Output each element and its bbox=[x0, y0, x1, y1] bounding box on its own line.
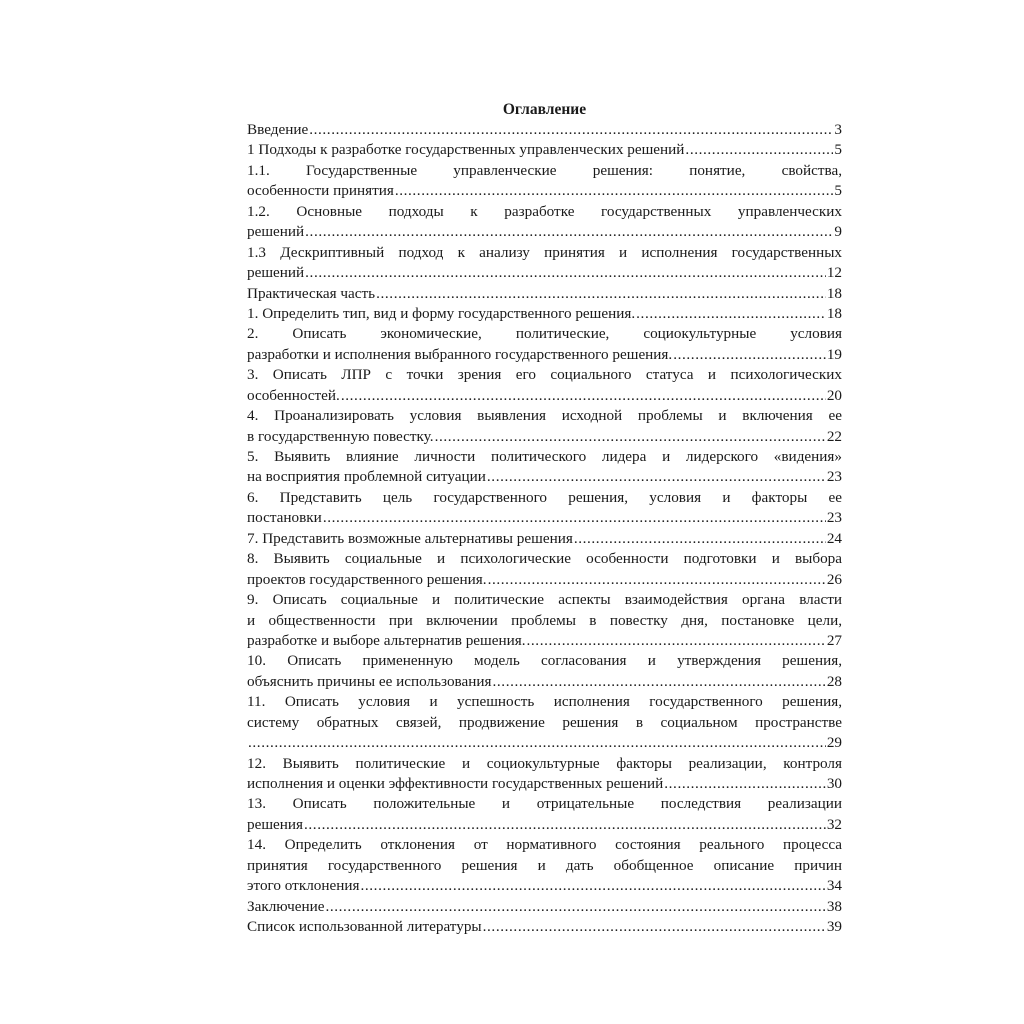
toc-entry-text: особенностей. bbox=[247, 386, 340, 404]
toc-entry-text: разработки и исполнения выбранного государственного решения. bbox=[247, 345, 673, 363]
toc-entry-last-line bbox=[247, 222, 842, 242]
toc-entry-text: проектов государственного решения. bbox=[247, 570, 487, 588]
toc-page-number: 18 bbox=[826, 284, 842, 302]
toc-entry-text: Заключение bbox=[247, 897, 325, 915]
dot-leader bbox=[325, 897, 825, 917]
toc-entry-last-line bbox=[247, 284, 842, 304]
toc-entry-line: 5. Выявить влияние личности политического лидера и лидерского «видения» bbox=[247, 448, 842, 465]
toc-entry-last-line bbox=[247, 140, 842, 160]
toc-entry-text: Список использованной литературы bbox=[247, 918, 482, 936]
toc-entry-last-line bbox=[247, 345, 842, 365]
toc-page-number: 5 bbox=[834, 182, 842, 200]
dot-leader bbox=[323, 508, 826, 528]
toc-entry-line: и общественности при включении проблемы в повестку дня, постановке цели, bbox=[247, 611, 842, 629]
toc-entry-last-line bbox=[247, 120, 842, 140]
toc-page-number: 19 bbox=[826, 345, 842, 363]
dot-leader bbox=[304, 815, 826, 835]
toc-entry[interactable] bbox=[247, 365, 842, 406]
toc-entry[interactable] bbox=[247, 651, 842, 692]
toc-entry-line: 1.2. Основные подходы к разработке государственных управленческих bbox=[247, 202, 842, 220]
toc-entry-text: решений bbox=[247, 264, 305, 282]
toc-entry-last-line bbox=[247, 631, 842, 651]
toc-entry-text: в государственную повестку. bbox=[247, 427, 434, 445]
toc-entry[interactable] bbox=[247, 140, 842, 160]
toc-entry-text: на восприятия проблемной ситуации bbox=[247, 468, 486, 486]
dot-leader bbox=[248, 733, 826, 753]
toc-entry-last-line bbox=[247, 897, 842, 917]
dot-leader bbox=[488, 570, 826, 590]
toc-entry-text: Практическая часть bbox=[247, 284, 376, 302]
toc-entry[interactable] bbox=[247, 917, 842, 937]
toc-entry-last-line bbox=[247, 304, 842, 324]
toc-entry-text: 7. Представить возможные альтернативы решения bbox=[247, 529, 573, 547]
dot-leader bbox=[664, 774, 826, 794]
dot-leader bbox=[341, 386, 826, 406]
toc-entry-last-line bbox=[247, 672, 842, 692]
toc-entry-text: исполнения и оценки эффективности государственных решений bbox=[247, 775, 664, 792]
toc-entry[interactable] bbox=[247, 243, 842, 284]
toc-entry-last-line bbox=[247, 467, 842, 487]
toc-entry-last-line bbox=[247, 181, 842, 201]
toc-page-number: 23 bbox=[826, 509, 842, 527]
toc-entry-text: постановки bbox=[247, 509, 322, 527]
toc-entry-text: разработке и выборе альтернатив решения. bbox=[247, 631, 526, 649]
toc-entry-line: 1.3 Дескриптивный подход к анализу принятия и исполнения государственных bbox=[247, 243, 842, 261]
dot-leader bbox=[305, 222, 833, 242]
dot-leader bbox=[360, 876, 825, 896]
toc-entry-last-line bbox=[247, 733, 842, 753]
toc-entry-last-line bbox=[247, 263, 842, 283]
toc-entry-line: 14. Определить отклонения от нормативного состояния реального процесса bbox=[247, 836, 842, 854]
toc-page-number: 34 bbox=[826, 877, 842, 895]
toc-page-number: 5 bbox=[834, 141, 842, 159]
toc-entry-last-line bbox=[247, 815, 842, 835]
toc-entry-line: принятия государственного решения и дать обобщенное описание причин bbox=[247, 856, 842, 874]
dot-leader bbox=[493, 672, 826, 692]
dot-leader bbox=[309, 120, 833, 140]
toc-entry[interactable] bbox=[247, 590, 842, 651]
dot-leader bbox=[527, 631, 826, 651]
toc-entry-line: 12. Выявить политические и социокультурные факторы реализации, контроля bbox=[247, 754, 842, 772]
toc-entry[interactable] bbox=[247, 794, 842, 835]
toc-entry-line: 11. Описать условия и успешность исполнения государственного решения, bbox=[247, 693, 842, 711]
toc-entry[interactable] bbox=[247, 161, 842, 202]
toc-page-number: 3 bbox=[834, 121, 842, 138]
toc-entry-text: объяснить причины ее использования bbox=[247, 672, 492, 690]
toc-page-number: 24 bbox=[826, 529, 842, 547]
toc-page-number: 23 bbox=[826, 468, 842, 486]
toc-entry-text: этого отклонения bbox=[247, 877, 360, 895]
dot-leader bbox=[685, 140, 833, 160]
toc-entry[interactable] bbox=[247, 835, 842, 896]
toc-page-number: 9 bbox=[834, 223, 842, 241]
toc-page-number: 12 bbox=[826, 264, 842, 282]
dot-leader bbox=[305, 263, 826, 283]
toc-page-number: 26 bbox=[826, 570, 842, 588]
dot-leader bbox=[487, 467, 826, 487]
toc-entry-line: 1.1. Государственные управленческие решения: понятие, свойства, bbox=[247, 161, 842, 179]
toc-entry-text: особенности принятия bbox=[247, 182, 394, 200]
toc-entry-last-line bbox=[247, 508, 842, 528]
toc-entry[interactable] bbox=[247, 120, 842, 140]
toc-title: Оглавление bbox=[502, 101, 587, 118]
toc-page-number: 32 bbox=[826, 815, 842, 833]
toc-entry-text: решения bbox=[247, 815, 304, 833]
toc-page-number: 20 bbox=[826, 386, 842, 404]
toc-entry-last-line bbox=[247, 570, 842, 590]
toc-entry-last-line bbox=[247, 917, 842, 937]
toc-entry[interactable] bbox=[247, 529, 842, 549]
document-page bbox=[247, 99, 842, 938]
dot-leader bbox=[395, 181, 834, 201]
toc-entry-line: 13. Описать положительные и отрицательные последствия реализации bbox=[247, 795, 842, 813]
toc-page-number: 30 bbox=[826, 775, 842, 792]
toc-entry[interactable] bbox=[247, 692, 842, 753]
table-of-contents bbox=[247, 120, 842, 938]
toc-entry-text: 1 Подходы к разработке государственных управленческих решений bbox=[247, 141, 685, 159]
toc-page-number: 27 bbox=[826, 631, 842, 649]
toc-entry[interactable] bbox=[247, 304, 842, 324]
toc-entry-last-line bbox=[247, 876, 842, 896]
dot-leader bbox=[435, 427, 826, 447]
toc-entry-line: 3. Описать ЛПР с точки зрения его социального статуса и психологических bbox=[247, 366, 842, 384]
toc-page-number: 38 bbox=[826, 897, 842, 915]
toc-entry-text: Введение bbox=[247, 121, 309, 138]
toc-page-number: 18 bbox=[826, 304, 842, 322]
toc-entry[interactable] bbox=[247, 447, 842, 488]
toc-page-number: 29 bbox=[826, 734, 842, 752]
dot-leader bbox=[376, 284, 826, 304]
dot-leader bbox=[483, 917, 826, 937]
toc-page-number: 39 bbox=[826, 918, 842, 936]
toc-entry-last-line bbox=[247, 427, 842, 447]
toc-entry-last-line bbox=[247, 386, 842, 406]
toc-entry[interactable] bbox=[247, 406, 842, 447]
dot-leader bbox=[574, 529, 826, 549]
toc-entry-line: 4. Проанализировать условия выявления исходной проблемы и включения ее bbox=[247, 407, 842, 425]
toc-entry[interactable] bbox=[247, 754, 842, 795]
toc-entry-line: 10. Описать примененную модель согласования и утверждения решения, bbox=[247, 652, 842, 670]
toc-entry[interactable] bbox=[247, 488, 842, 529]
toc-entry[interactable] bbox=[247, 284, 842, 304]
dot-leader bbox=[636, 304, 826, 324]
dot-leader bbox=[673, 345, 826, 365]
toc-entry-last-line bbox=[247, 774, 842, 794]
toc-entry-text: решений bbox=[247, 223, 305, 241]
toc-entry-line: систему обратных связей, продвижение решения в социальном пространстве bbox=[247, 713, 842, 731]
toc-entry-line: 9. Описать социальные и политические аспекты взаимодействия органа власти bbox=[247, 591, 842, 609]
toc-entry[interactable] bbox=[247, 202, 842, 243]
toc-entry[interactable] bbox=[247, 549, 842, 590]
toc-page-number: 22 bbox=[826, 427, 842, 445]
toc-page-number: 28 bbox=[826, 672, 842, 690]
toc-entry-last-line bbox=[247, 529, 842, 549]
toc-entry-line: 8. Выявить социальные и психологические особенности подготовки и выбора bbox=[247, 550, 842, 568]
toc-entry-text: 1. Определить тип, вид и форму государственного решения. bbox=[247, 304, 636, 322]
toc-entry-line: 2. Описать экономические, политические, социокультурные условия bbox=[247, 325, 842, 343]
toc-entry[interactable] bbox=[247, 324, 842, 365]
toc-entry[interactable] bbox=[247, 897, 842, 917]
toc-entry-line: 6. Представить цель государственного решения, условия и факторы ее bbox=[247, 488, 842, 506]
